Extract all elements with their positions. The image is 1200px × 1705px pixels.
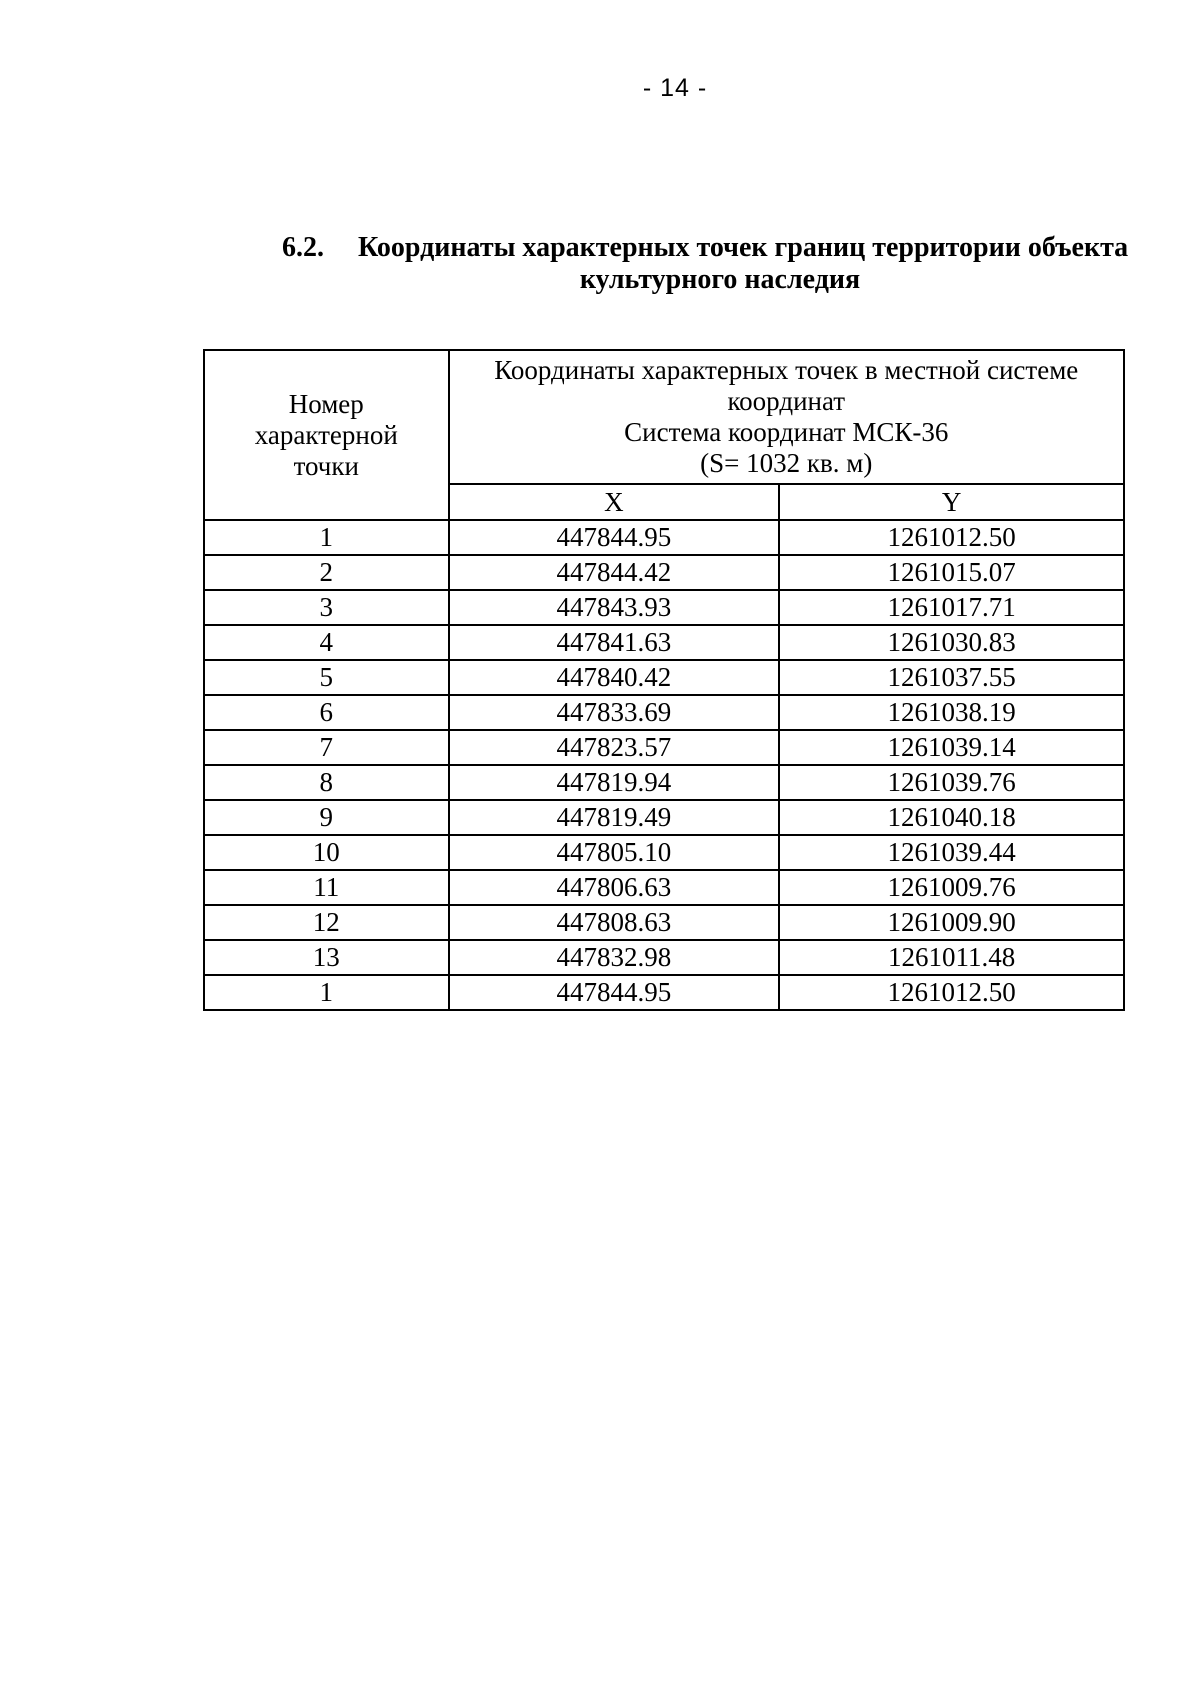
y-coordinate-cell: 1261039.76 [779,765,1124,800]
y-coordinate-cell: 1261040.18 [779,800,1124,835]
y-coordinate-cell: 1261012.50 [779,520,1124,555]
x-column-header: X [449,484,780,520]
x-coordinate-cell: 447808.63 [449,905,780,940]
table-body [204,520,1124,1010]
x-coordinate-cell: 447832.98 [449,940,780,975]
point-number-cell: 10 [204,835,449,870]
point-number-cell: 3 [204,590,449,625]
y-coordinate-cell: 1261017.71 [779,590,1124,625]
coordinates-table [203,349,1125,1011]
table-row [204,520,1124,555]
table-row [204,695,1124,730]
y-coordinate-cell: 1261012.50 [779,975,1124,1010]
table-row [204,660,1124,695]
point-number-cell: 11 [204,870,449,905]
x-coordinate-cell: 447844.95 [449,520,780,555]
y-coordinate-cell: 1261037.55 [779,660,1124,695]
point-number-cell: 1 [204,975,449,1010]
table-row [204,975,1124,1010]
table-row [204,765,1124,800]
y-coordinate-cell: 1261039.44 [779,835,1124,870]
y-coordinate-cell: 1261038.19 [779,695,1124,730]
point-number-header [204,350,449,520]
heading-line-1 [282,232,1142,264]
y-coordinate-cell: 1261009.90 [779,905,1124,940]
y-column-header: Y [779,484,1124,520]
y-coordinate-cell: 1261009.76 [779,870,1124,905]
x-coordinate-cell: 447819.49 [449,800,780,835]
point-number-cell: 8 [204,765,449,800]
table-row [204,905,1124,940]
point-header-line: точки [293,450,359,481]
x-coordinate-cell: 447833.69 [449,695,780,730]
point-number-cell: 4 [204,625,449,660]
coordinates-header [449,350,1124,484]
x-coordinate-cell: 447844.95 [449,975,780,1010]
point-number-cell: 6 [204,695,449,730]
x-coordinate-cell: 447841.63 [449,625,780,660]
section-number: 6.2. [282,232,324,263]
point-number-cell: 13 [204,940,449,975]
y-coordinate-cell: 1261030.83 [779,625,1124,660]
x-coordinate-cell: 447805.10 [449,835,780,870]
coords-header-line: (S= 1032 кв. м) [700,448,873,478]
page-number: - 14 - [642,74,708,102]
point-number-cell: 1 [204,520,449,555]
point-number-cell: 7 [204,730,449,765]
table-row [204,870,1124,905]
coords-header-line: Система координат МСК-36 [624,417,949,447]
table-row [204,835,1124,870]
table-row [204,555,1124,590]
heading-title-line-1: Координаты характерных точек границ территории объекта [358,232,1129,263]
table-row [204,625,1124,660]
x-coordinate-cell: 447843.93 [449,590,780,625]
point-header-line: характерной [254,419,398,450]
heading-title-line-2: культурного наследия [579,264,861,295]
x-coordinate-cell: 447840.42 [449,660,780,695]
point-header-line: Номер [288,388,364,419]
coords-header-line: Координаты характерных точек в местной системе [494,355,1079,385]
table-row [204,590,1124,625]
x-coordinate-cell: 447823.57 [449,730,780,765]
point-number-cell: 12 [204,905,449,940]
point-number-cell: 5 [204,660,449,695]
section-heading [282,232,1142,296]
table-row [204,800,1124,835]
point-number-cell: 2 [204,555,449,590]
table-row [204,940,1124,975]
x-coordinate-cell: 447806.63 [449,870,780,905]
x-coordinate-cell: 447844.42 [449,555,780,590]
point-number-cell: 9 [204,800,449,835]
y-coordinate-cell: 1261015.07 [779,555,1124,590]
table-row [204,730,1124,765]
x-coordinate-cell: 447819.94 [449,765,780,800]
y-coordinate-cell: 1261011.48 [779,940,1124,975]
coords-header-line: координат [727,386,846,416]
y-coordinate-cell: 1261039.14 [779,730,1124,765]
